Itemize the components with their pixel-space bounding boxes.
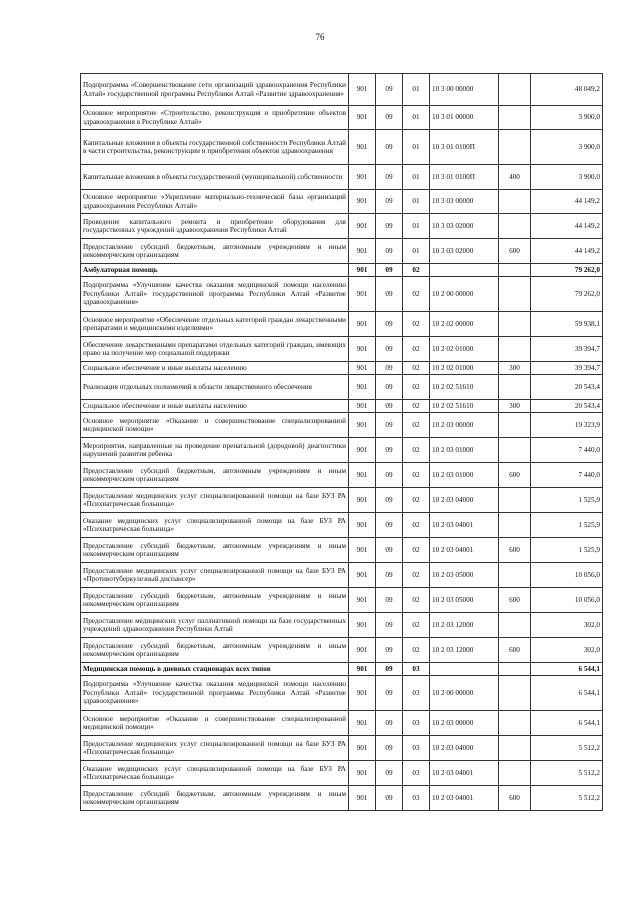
row-subsection-cell: 02 bbox=[403, 400, 430, 413]
budget-table bbox=[80, 73, 603, 811]
row-expense-type-cell: 600 bbox=[499, 463, 531, 488]
row-section-cell: 09 bbox=[376, 613, 403, 638]
row-section-cell: 09 bbox=[376, 676, 403, 711]
row-target-article-cell: 10 2 02 01000 bbox=[430, 362, 499, 375]
row-target-article-cell: 10 2 03 12000 bbox=[430, 613, 499, 638]
row-name-cell: Основное мероприятие «Обеспечение отдельных категорий граждан лекарственными препаратами и медицинскими изделиями» bbox=[81, 312, 349, 337]
row-grbs-cell: 901 bbox=[349, 190, 376, 214]
row-expense-type-cell: 600 bbox=[499, 239, 531, 264]
table-row bbox=[81, 362, 603, 375]
row-target-article-cell: 10 2 03 04000 bbox=[430, 736, 499, 761]
row-amount-cell: 20 543,4 bbox=[531, 400, 603, 413]
row-target-article-cell: 10 2 03 04001 bbox=[430, 538, 499, 563]
row-subsection-cell: 02 bbox=[403, 488, 430, 513]
table-row bbox=[81, 239, 603, 264]
row-section-cell: 09 bbox=[376, 638, 403, 663]
table-row bbox=[81, 74, 603, 106]
row-grbs-cell: 901 bbox=[349, 413, 376, 438]
table-row bbox=[81, 638, 603, 663]
row-expense-type-cell: 600 bbox=[499, 786, 531, 811]
row-amount-cell: 6 544,1 bbox=[531, 711, 603, 736]
table-row bbox=[81, 538, 603, 563]
table-row bbox=[81, 488, 603, 513]
row-subsection-cell: 02 bbox=[403, 337, 430, 362]
row-expense-type-cell bbox=[499, 513, 531, 538]
row-subsection-cell: 03 bbox=[403, 761, 430, 786]
row-expense-type-cell bbox=[499, 613, 531, 638]
row-grbs-cell: 901 bbox=[349, 438, 376, 463]
row-amount-cell: 7 440,0 bbox=[531, 463, 603, 488]
row-grbs-cell: 901 bbox=[349, 711, 376, 736]
table-row bbox=[81, 264, 603, 277]
row-section-cell: 09 bbox=[376, 190, 403, 214]
row-section-cell: 09 bbox=[376, 337, 403, 362]
table-body bbox=[81, 74, 603, 811]
row-amount-cell: 39 394,7 bbox=[531, 337, 603, 362]
row-grbs-cell: 901 bbox=[349, 588, 376, 613]
row-target-article-cell bbox=[430, 264, 499, 277]
row-subsection-cell: 02 bbox=[403, 613, 430, 638]
row-section-cell: 09 bbox=[376, 663, 403, 676]
table-row bbox=[81, 786, 603, 811]
row-subsection-cell: 01 bbox=[403, 214, 430, 239]
row-expense-type-cell bbox=[499, 711, 531, 736]
row-expense-type-cell: 300 bbox=[499, 400, 531, 413]
row-section-cell: 09 bbox=[376, 277, 403, 312]
row-amount-cell: 1 525,9 bbox=[531, 488, 603, 513]
row-subsection-cell: 01 bbox=[403, 130, 430, 165]
row-section-cell: 09 bbox=[376, 736, 403, 761]
page-number: 76 bbox=[315, 32, 325, 42]
row-expense-type-cell bbox=[499, 676, 531, 711]
row-section-cell: 09 bbox=[376, 130, 403, 165]
row-amount-cell: 20 543,4 bbox=[531, 375, 603, 400]
table-row bbox=[81, 312, 603, 337]
row-name-cell: Оказание медицинских услуг специализированной помощи на базе БУЗ РА «Психиатрическая больница» bbox=[81, 761, 349, 786]
table-row bbox=[81, 438, 603, 463]
row-amount-cell: 44 149,2 bbox=[531, 239, 603, 264]
row-subsection-cell: 02 bbox=[403, 563, 430, 588]
row-expense-type-cell bbox=[499, 438, 531, 463]
row-subsection-cell: 01 bbox=[403, 74, 430, 106]
row-subsection-cell: 02 bbox=[403, 638, 430, 663]
row-grbs-cell: 901 bbox=[349, 312, 376, 337]
table-row bbox=[81, 463, 603, 488]
row-amount-cell: 1 525,9 bbox=[531, 538, 603, 563]
row-name-cell: Предоставление субсидий бюджетным, автономным учреждениям и иным некоммерческим организациям bbox=[81, 638, 349, 663]
row-name-cell: Предоставление субсидий бюджетным, автономным учреждениям и иным некоммерческим организациям bbox=[81, 239, 349, 264]
row-target-article-cell: 10 2 00 00000 bbox=[430, 277, 499, 312]
row-grbs-cell: 901 bbox=[349, 400, 376, 413]
row-section-cell: 09 bbox=[376, 513, 403, 538]
row-amount-cell: 302,0 bbox=[531, 638, 603, 663]
row-grbs-cell: 901 bbox=[349, 106, 376, 130]
row-section-cell: 09 bbox=[376, 74, 403, 106]
row-target-article-cell: 10 2 02 00000 bbox=[430, 312, 499, 337]
row-section-cell: 09 bbox=[376, 488, 403, 513]
table-row bbox=[81, 165, 603, 190]
row-amount-cell: 44 149,2 bbox=[531, 190, 603, 214]
row-amount-cell: 7 440,0 bbox=[531, 438, 603, 463]
row-name-cell: Реализация отдельных полномочий в области лекарственного обеспечения bbox=[81, 375, 349, 400]
row-section-cell: 09 bbox=[376, 165, 403, 190]
table-row bbox=[81, 613, 603, 638]
row-name-cell: Оказание медицинских услуг специализированной помощи на базе БУЗ РА «Психиатрическая больница» bbox=[81, 513, 349, 538]
row-expense-type-cell bbox=[499, 761, 531, 786]
row-target-article-cell: 10 2 02 01000 bbox=[430, 337, 499, 362]
row-amount-cell: 10 056,0 bbox=[531, 588, 603, 613]
row-amount-cell: 302,0 bbox=[531, 613, 603, 638]
row-target-article-cell: 10 2 03 01000 bbox=[430, 463, 499, 488]
row-expense-type-cell bbox=[499, 337, 531, 362]
row-expense-type-cell: 400 bbox=[499, 165, 531, 190]
row-amount-cell: 3 900,0 bbox=[531, 106, 603, 130]
row-grbs-cell: 901 bbox=[349, 513, 376, 538]
row-subsection-cell: 02 bbox=[403, 362, 430, 375]
row-target-article-cell: 10 2 00 00000 bbox=[430, 676, 499, 711]
row-subsection-cell: 03 bbox=[403, 711, 430, 736]
row-subsection-cell: 02 bbox=[403, 538, 430, 563]
row-section-cell: 09 bbox=[376, 761, 403, 786]
row-name-cell: Основное мероприятие «Строительство, реконструкция и приобретение объектов здравоохранения в Республике Алтай» bbox=[81, 106, 349, 130]
table-row bbox=[81, 337, 603, 362]
row-amount-cell: 5 512,2 bbox=[531, 736, 603, 761]
row-subsection-cell: 01 bbox=[403, 165, 430, 190]
row-name-cell: Медицинская помощь в дневных стационарах всех типов bbox=[81, 663, 349, 676]
row-grbs-cell: 901 bbox=[349, 362, 376, 375]
row-subsection-cell: 02 bbox=[403, 463, 430, 488]
row-target-article-cell: 10 2 02 51610 bbox=[430, 400, 499, 413]
row-section-cell: 09 bbox=[376, 711, 403, 736]
row-target-article-cell: 10 3 01 0100П bbox=[430, 165, 499, 190]
table-row bbox=[81, 375, 603, 400]
row-name-cell: Предоставление субсидий бюджетным, автономным учреждениям и иным некоммерческим организациям bbox=[81, 538, 349, 563]
row-grbs-cell: 901 bbox=[349, 165, 376, 190]
row-subsection-cell: 01 bbox=[403, 106, 430, 130]
row-amount-cell: 79 262,0 bbox=[531, 277, 603, 312]
row-grbs-cell: 901 bbox=[349, 375, 376, 400]
row-grbs-cell: 901 bbox=[349, 463, 376, 488]
table-row bbox=[81, 190, 603, 214]
row-section-cell: 09 bbox=[376, 538, 403, 563]
row-subsection-cell: 02 bbox=[403, 588, 430, 613]
row-target-article-cell: 10 2 03 04001 bbox=[430, 513, 499, 538]
row-name-cell: Основное мероприятие «Укрепление материально-технической базы организаций здравоохранения Республики Алтай» bbox=[81, 190, 349, 214]
row-section-cell: 09 bbox=[376, 463, 403, 488]
row-amount-cell: 6 544,1 bbox=[531, 676, 603, 711]
row-section-cell: 09 bbox=[376, 312, 403, 337]
row-target-article-cell: 10 2 03 04001 bbox=[430, 761, 499, 786]
row-subsection-cell: 01 bbox=[403, 190, 430, 214]
row-amount-cell: 3 900,0 bbox=[531, 130, 603, 165]
row-target-article-cell: 10 2 03 00000 bbox=[430, 413, 499, 438]
row-subsection-cell: 03 bbox=[403, 736, 430, 761]
row-name-cell: Предоставление субсидий бюджетным, автономным учреждениям и иным некоммерческим организациям bbox=[81, 786, 349, 811]
row-name-cell: Предоставление субсидий бюджетным, автономным учреждениям и иным некоммерческим организациям bbox=[81, 588, 349, 613]
row-section-cell: 09 bbox=[376, 214, 403, 239]
row-expense-type-cell bbox=[499, 375, 531, 400]
table-row bbox=[81, 413, 603, 438]
row-expense-type-cell: 600 bbox=[499, 538, 531, 563]
row-name-cell: Основное мероприятие «Оказание и совершенствование специализированной медицинской помощи» bbox=[81, 413, 349, 438]
row-grbs-cell: 901 bbox=[349, 277, 376, 312]
row-expense-type-cell bbox=[499, 413, 531, 438]
row-target-article-cell: 10 2 02 51610 bbox=[430, 375, 499, 400]
row-name-cell: Предоставление медицинских услуг специализированной помощи на базе БУЗ РА «Психиатрическая больница» bbox=[81, 736, 349, 761]
row-grbs-cell: 901 bbox=[349, 736, 376, 761]
row-grbs-cell: 901 bbox=[349, 638, 376, 663]
row-target-article-cell: 10 2 03 05000 bbox=[430, 563, 499, 588]
row-grbs-cell: 901 bbox=[349, 74, 376, 106]
row-name-cell: Подпрограмма «Улучшение качества оказания медицинской помощи населению Республики Алтай» государственной программы Республики Алтай «Развитие здравоохранения» bbox=[81, 277, 349, 312]
row-subsection-cell: 03 bbox=[403, 786, 430, 811]
row-target-article-cell: 10 3 03 00000 bbox=[430, 190, 499, 214]
table-row bbox=[81, 277, 603, 312]
row-name-cell: Капитальные вложения в объекты государственной (муниципальной) собственности bbox=[81, 165, 349, 190]
row-expense-type-cell bbox=[499, 563, 531, 588]
row-name-cell: Проведение капитального ремонта и приобретение оборудования для государственных учреждений здравоохранения Республики Алтай bbox=[81, 214, 349, 239]
row-section-cell: 09 bbox=[376, 375, 403, 400]
row-section-cell: 09 bbox=[376, 786, 403, 811]
table-row bbox=[81, 130, 603, 165]
row-name-cell: Социальное обеспечение и иные выплаты населению bbox=[81, 362, 349, 375]
row-section-cell: 09 bbox=[376, 400, 403, 413]
row-expense-type-cell bbox=[499, 736, 531, 761]
row-section-cell: 09 bbox=[376, 563, 403, 588]
row-amount-cell: 6 544,1 bbox=[531, 663, 603, 676]
row-amount-cell: 1 525,9 bbox=[531, 513, 603, 538]
row-grbs-cell: 901 bbox=[349, 538, 376, 563]
row-amount-cell: 79 262,0 bbox=[531, 264, 603, 277]
row-section-cell: 09 bbox=[376, 239, 403, 264]
row-grbs-cell: 901 bbox=[349, 337, 376, 362]
row-name-cell: Основное мероприятие «Оказание и совершенствование специализированной медицинской помощи» bbox=[81, 711, 349, 736]
row-name-cell: Предоставление медицинских услуг специализированной помощи на базе БУЗ РА «Противотуберкулезный диспансер» bbox=[81, 563, 349, 588]
row-expense-type-cell bbox=[499, 264, 531, 277]
row-expense-type-cell bbox=[499, 130, 531, 165]
row-target-article-cell: 10 3 03 02000 bbox=[430, 214, 499, 239]
table-row bbox=[81, 676, 603, 711]
row-name-cell: Подпрограмма «Совершенствование сети организаций здравоохранения Республики Алтай» государственной программы Республики Алтай «Развитие здравоохранения» bbox=[81, 74, 349, 106]
row-subsection-cell: 03 bbox=[403, 663, 430, 676]
row-target-article-cell: 10 2 03 01000 bbox=[430, 438, 499, 463]
row-amount-cell: 5 512,2 bbox=[531, 761, 603, 786]
row-target-article-cell: 10 3 03 02000 bbox=[430, 239, 499, 264]
row-amount-cell: 19 323,9 bbox=[531, 413, 603, 438]
row-grbs-cell: 901 bbox=[349, 663, 376, 676]
row-expense-type-cell: 600 bbox=[499, 638, 531, 663]
row-name-cell: Обеспечение лекарственными препаратами отдельных категорий граждан, имеющих право на получение мер социальной поддержки bbox=[81, 337, 349, 362]
table-row bbox=[81, 214, 603, 239]
row-name-cell: Капитальные вложения в объекты государственной собственности Республики Алтай в части строительства, реконструкции и приобретения объектов здравоохранения bbox=[81, 130, 349, 165]
table-row bbox=[81, 761, 603, 786]
row-grbs-cell: 901 bbox=[349, 786, 376, 811]
row-grbs-cell: 901 bbox=[349, 488, 376, 513]
row-amount-cell: 44 149,2 bbox=[531, 214, 603, 239]
row-grbs-cell: 901 bbox=[349, 676, 376, 711]
row-amount-cell: 5 512,2 bbox=[531, 786, 603, 811]
row-section-cell: 09 bbox=[376, 106, 403, 130]
row-name-cell: Подпрограмма «Улучшение качества оказания медицинской помощи населению Республики Алтай» государственной программы Республики Алтай «Развитие здравоохранения» bbox=[81, 676, 349, 711]
table-row bbox=[81, 711, 603, 736]
row-name-cell: Предоставление медицинских услуг паллиативной помощи на базе государственных учреждений здравоохранения Республики Алтай bbox=[81, 613, 349, 638]
row-grbs-cell: 901 bbox=[349, 239, 376, 264]
row-expense-type-cell bbox=[499, 74, 531, 106]
row-subsection-cell: 02 bbox=[403, 413, 430, 438]
row-grbs-cell: 901 bbox=[349, 761, 376, 786]
row-section-cell: 09 bbox=[376, 264, 403, 277]
row-section-cell: 09 bbox=[376, 588, 403, 613]
row-expense-type-cell bbox=[499, 488, 531, 513]
table-row bbox=[81, 563, 603, 588]
row-subsection-cell: 02 bbox=[403, 264, 430, 277]
row-expense-type-cell: 300 bbox=[499, 362, 531, 375]
row-subsection-cell: 02 bbox=[403, 277, 430, 312]
row-expense-type-cell bbox=[499, 190, 531, 214]
row-target-article-cell: 10 2 03 12000 bbox=[430, 638, 499, 663]
row-subsection-cell: 01 bbox=[403, 239, 430, 264]
row-section-cell: 09 bbox=[376, 362, 403, 375]
row-name-cell: Социальное обеспечение и иные выплаты населению bbox=[81, 400, 349, 413]
row-expense-type-cell: 600 bbox=[499, 588, 531, 613]
row-name-cell: Предоставление медицинских услуг специализированной помощи на базе БУЗ РА «Психиатрическая больница» bbox=[81, 488, 349, 513]
row-grbs-cell: 901 bbox=[349, 264, 376, 277]
row-target-article-cell: 10 2 03 00000 bbox=[430, 711, 499, 736]
row-amount-cell: 10 056,0 bbox=[531, 563, 603, 588]
row-subsection-cell: 03 bbox=[403, 676, 430, 711]
row-expense-type-cell bbox=[499, 663, 531, 676]
row-target-article-cell: 10 2 03 05000 bbox=[430, 588, 499, 613]
row-target-article-cell: 10 2 03 04001 bbox=[430, 786, 499, 811]
row-amount-cell: 3 900,0 bbox=[531, 165, 603, 190]
row-target-article-cell bbox=[430, 663, 499, 676]
row-name-cell: Предоставление субсидий бюджетным, автономным учреждениям и иным некоммерческим организациям bbox=[81, 463, 349, 488]
table-row bbox=[81, 513, 603, 538]
row-amount-cell: 59 938,1 bbox=[531, 312, 603, 337]
row-grbs-cell: 901 bbox=[349, 613, 376, 638]
row-amount-cell: 48 049,2 bbox=[531, 74, 603, 106]
row-section-cell: 09 bbox=[376, 438, 403, 463]
row-section-cell: 09 bbox=[376, 413, 403, 438]
row-grbs-cell: 901 bbox=[349, 563, 376, 588]
table-row bbox=[81, 400, 603, 413]
row-target-article-cell: 10 2 03 04000 bbox=[430, 488, 499, 513]
row-name-cell: Амбулаторная помощь bbox=[81, 264, 349, 277]
row-target-article-cell: 10 3 00 00000 bbox=[430, 74, 499, 106]
row-name-cell: Мероприятия, направленные на проведение пренатальной (дородовой) диагностики нарушений развития ребенка bbox=[81, 438, 349, 463]
row-subsection-cell: 02 bbox=[403, 375, 430, 400]
row-amount-cell: 39 394,7 bbox=[531, 362, 603, 375]
row-target-article-cell: 10 3 01 0100П bbox=[430, 130, 499, 165]
table-row bbox=[81, 736, 603, 761]
row-expense-type-cell bbox=[499, 277, 531, 312]
row-expense-type-cell bbox=[499, 312, 531, 337]
table-row bbox=[81, 106, 603, 130]
row-subsection-cell: 02 bbox=[403, 513, 430, 538]
row-target-article-cell: 10 3 01 00000 bbox=[430, 106, 499, 130]
row-subsection-cell: 02 bbox=[403, 312, 430, 337]
table-row bbox=[81, 663, 603, 676]
table-row bbox=[81, 588, 603, 613]
row-grbs-cell: 901 bbox=[349, 214, 376, 239]
row-expense-type-cell bbox=[499, 106, 531, 130]
row-subsection-cell: 02 bbox=[403, 438, 430, 463]
row-grbs-cell: 901 bbox=[349, 130, 376, 165]
row-expense-type-cell bbox=[499, 214, 531, 239]
